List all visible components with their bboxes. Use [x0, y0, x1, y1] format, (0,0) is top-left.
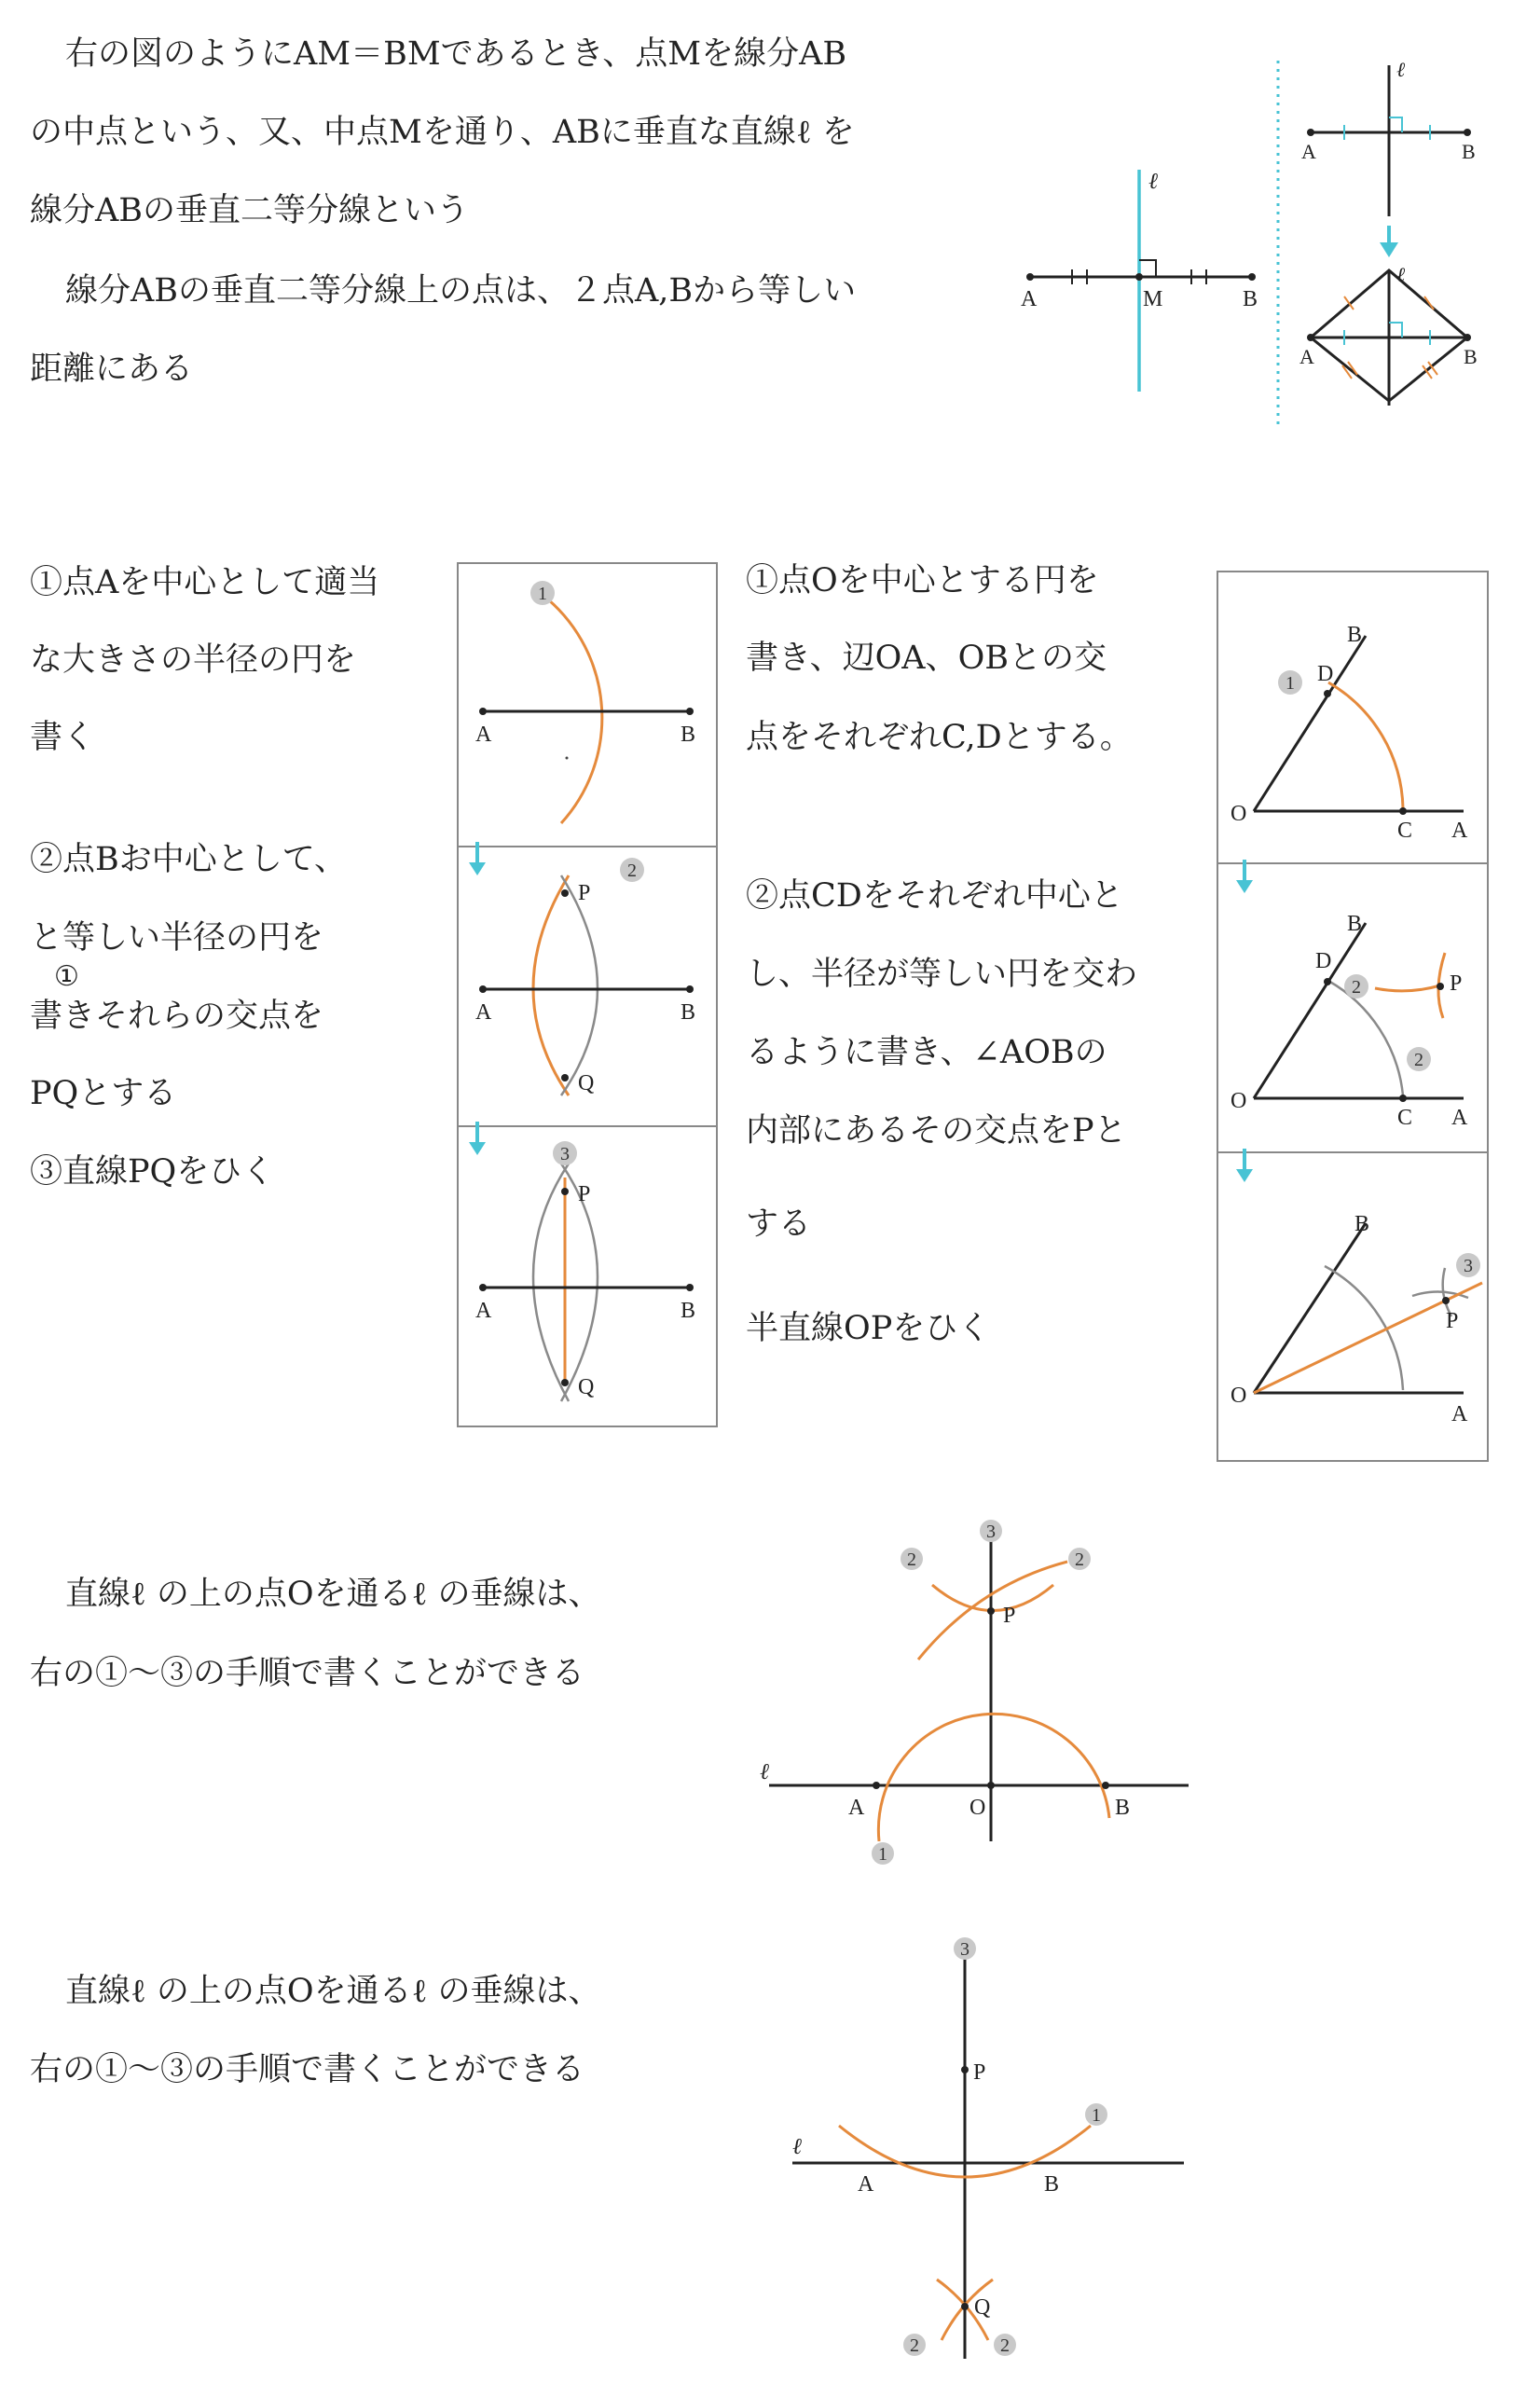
s3-line-4: ②点CDをそれぞれ中心と — [746, 877, 1123, 915]
perp-bisector-steps — [457, 562, 722, 1429]
svg-text:3: 3 — [560, 1144, 570, 1164]
svg-text:1: 1 — [1286, 673, 1295, 694]
s2-line-8: PQとする — [30, 1075, 177, 1112]
s5-label-p: P — [973, 2060, 986, 2085]
fig1-label-b: B — [1243, 287, 1258, 311]
midpoint-figure — [1016, 158, 1286, 401]
s2-line-5: と等しい半径の円を — [30, 919, 324, 957]
s3p3-label-o: O — [1231, 1384, 1247, 1408]
fig2-label-b1: B — [1462, 140, 1476, 163]
s1-line-3: 線分ABの垂直二等分線という — [30, 192, 469, 229]
s3p1-label-a: A — [1451, 819, 1468, 843]
p3-label-q: Q — [578, 1375, 595, 1399]
s3p1-label-d: D — [1317, 662, 1334, 686]
s2-line-1: ①点Aを中心として適当 — [30, 564, 380, 601]
p3-label-a: A — [475, 1299, 492, 1323]
s1-line-2: の中点という、又、中点Mを通り、ABに垂直な直線ℓ を — [30, 114, 855, 151]
svg-text:2: 2 — [1414, 1050, 1423, 1070]
fig1-label-m: M — [1143, 287, 1163, 311]
p2-label-b: B — [681, 1000, 696, 1025]
p2-label-p: P — [578, 881, 591, 905]
s4-label-p: P — [1003, 1604, 1016, 1628]
s3p2-badge-a — [1344, 974, 1368, 999]
s3p2-label-c: C — [1397, 1106, 1413, 1130]
s4-line-2: 右の①〜③の手順で書くことができる — [30, 1655, 585, 1692]
s4-line-1: 直線ℓ の上の点Oを通るℓ の垂線は、 — [65, 1576, 601, 1613]
s2-line-4: ②点Bお中心として、 — [30, 841, 348, 878]
s3-line-7: 内部にあるその交点をPと — [746, 1112, 1127, 1150]
s3p1-label-o: O — [1231, 802, 1247, 826]
p2-label-a: A — [475, 1000, 492, 1025]
fig2-label-b2: B — [1464, 345, 1478, 368]
s5-line-1: 直線ℓ の上の点Oを通るℓ の垂線は、 — [65, 1973, 601, 2010]
svg-text:2: 2 — [1000, 2335, 1010, 2356]
svg-text:3: 3 — [960, 1939, 969, 1960]
fig2-label-l1: ℓ — [1396, 58, 1406, 81]
s5-badge-2a — [903, 2334, 926, 2356]
s2-line-7: 書きそれらの交点を — [30, 998, 324, 1035]
s5-badge-1 — [1085, 2103, 1107, 2126]
s1-line-4: 線分ABの垂直二等分線上の点は、２点A,Bから等しい — [65, 272, 857, 310]
s5-badge-3 — [954, 1937, 976, 1960]
s5-label-a: A — [858, 2172, 874, 2197]
s3p2-label-p: P — [1450, 971, 1463, 996]
p1-label-a: A — [475, 723, 492, 747]
s3p1-badge — [1278, 670, 1302, 695]
fig1-label-a: A — [1021, 287, 1038, 311]
s3p2-label-b: B — [1347, 912, 1363, 936]
divider-dotted — [1273, 56, 1283, 429]
p1-label-b: B — [681, 723, 696, 747]
s5-line-2: 右の①〜③の手順で書くことができる — [30, 2051, 585, 2088]
svg-text:2: 2 — [907, 1550, 916, 1570]
s3-line-6: るように書き、∠AOBの — [746, 1034, 1107, 1071]
svg-text:3: 3 — [1464, 1256, 1473, 1276]
s3-line-5: し、半径が等しい円を交わ — [746, 956, 1138, 993]
s3-line-8: する — [746, 1205, 812, 1243]
s5-badge-2b — [994, 2334, 1016, 2356]
svg-text:1: 1 — [1092, 2105, 1101, 2126]
p3-badge — [553, 1141, 577, 1165]
svg-text:1: 1 — [538, 584, 547, 604]
s4-badge-3 — [980, 1520, 1002, 1542]
s2-line-2: な大きさの半径の円を — [30, 641, 357, 679]
s4-label-o: O — [969, 1796, 986, 1820]
s5-label-q: Q — [974, 2295, 991, 2320]
s2-line-9: ③直線PQをひく — [30, 1153, 275, 1191]
s2-line-6: ① — [54, 960, 79, 993]
svg-text:2: 2 — [1075, 1550, 1084, 1570]
fig1-label-l: ℓ — [1148, 170, 1158, 194]
svg-text:3: 3 — [986, 1522, 996, 1542]
s4-badge-2b — [1068, 1548, 1091, 1570]
s1-line-1: 右の図のようにAM＝BMであるとき、点Mを線分AB — [65, 35, 847, 73]
s3-line-3: 点をそれぞれC,Dとする。 — [746, 719, 1133, 756]
angle-bisector-steps — [1217, 571, 1496, 1466]
s3p2-label-d: D — [1315, 949, 1332, 973]
s3p2-label-a: A — [1451, 1106, 1468, 1130]
p2-badge — [620, 858, 644, 882]
svg-text:2: 2 — [910, 2335, 919, 2356]
s3p2-label-o: O — [1231, 1089, 1247, 1113]
svg-text:2: 2 — [1352, 977, 1361, 998]
fig2-label-a1: A — [1301, 140, 1316, 163]
fig2-label-a2: A — [1299, 345, 1314, 368]
s2-line-3: 書く — [30, 719, 96, 756]
svg-text:2: 2 — [627, 861, 637, 881]
p2-label-q: Q — [578, 1071, 595, 1095]
p1-badge — [530, 581, 555, 605]
s3p3-badge — [1456, 1253, 1480, 1277]
s4-label-b: B — [1115, 1796, 1131, 1820]
s4-badge-2a — [901, 1548, 923, 1570]
s3-line-2: 書き、辺OA、OBとの交 — [746, 640, 1107, 677]
s4-badge-1 — [872, 1842, 894, 1865]
svg-text:1: 1 — [878, 1844, 887, 1865]
s3p1-label-c: C — [1397, 819, 1413, 843]
s3p3-label-p: P — [1446, 1309, 1459, 1333]
p3-label-b: B — [681, 1299, 696, 1323]
s3p3-label-b: B — [1354, 1212, 1370, 1236]
s3-line-1: ①点Oを中心とする円を — [746, 562, 1099, 599]
s3-line-9: 半直線OPをひく — [746, 1310, 991, 1347]
fig2-label-l2: ℓ — [1396, 263, 1406, 286]
perpendicular-through-point-figure — [746, 1510, 1212, 1874]
p3-label-p: P — [578, 1182, 591, 1206]
s3p2-badge-b — [1407, 1047, 1431, 1071]
s3p3-label-a: A — [1451, 1402, 1468, 1426]
perpendicular-from-point-figure — [783, 1930, 1193, 2359]
s4-label-a: A — [848, 1796, 865, 1820]
s4-label-l: ℓ — [760, 1760, 769, 1784]
s3p1-label-b: B — [1347, 623, 1363, 647]
s5-label-l: ℓ — [792, 2135, 802, 2159]
s1-line-5: 距離にある — [30, 351, 194, 388]
s5-label-b: B — [1044, 2172, 1060, 2197]
bisector-figure — [1296, 47, 1510, 420]
